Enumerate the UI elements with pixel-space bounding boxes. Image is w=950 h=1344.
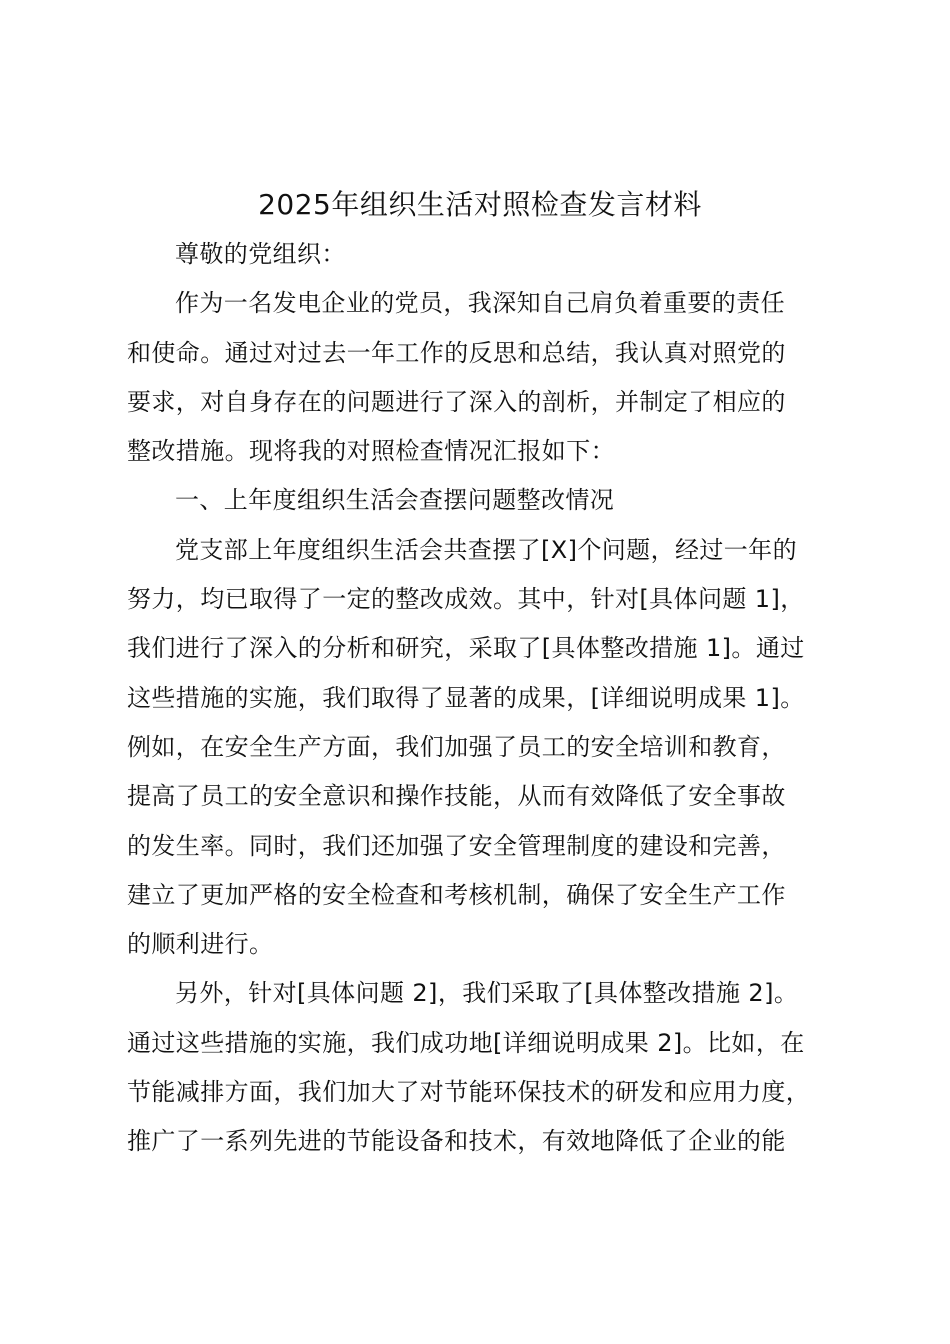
paragraph-line: 和使命。通过对过去一年工作的反思和总结，我认真对照党的 <box>127 338 786 367</box>
paragraph-line: 要求，对自身存在的问题进行了深入的剖析，并制定了相应的 <box>127 387 786 416</box>
salutation: 尊敬的党组织： <box>175 240 346 268</box>
paragraph-line: 另外，针对[具体问题 2]，我们采取了[具体整改措施 2]。 <box>175 979 799 1008</box>
rectification-paragraph-1 <box>127 526 833 970</box>
paragraph-line: 建立了更加严格的安全检查和考核机制，确保了安全生产工作 <box>127 880 786 909</box>
paragraph-line: 这些措施的实施，我们取得了显著的成果，[详细说明成果 1]。 <box>127 683 805 712</box>
document-body <box>127 180 833 1167</box>
paragraph-line: 推广了一系列先进的节能设备和技术，有效地降低了企业的能 <box>127 1127 786 1156</box>
paragraph-line: 通过这些措施的实施，我们成功地[详细说明成果 2]。比如，在 <box>127 1028 805 1057</box>
paragraph-line: 作为一名发电企业的党员，我深知自己肩负着重要的责任 <box>175 289 785 318</box>
paragraph-line: 整改措施。现将我的对照检查情况汇报如下： <box>127 437 615 466</box>
paragraph-line: 努力，均已取得了一定的整改成效。其中，针对[具体问题 1]， <box>127 585 805 614</box>
paragraph-line: 的发生率。同时，我们还加强了安全管理制度的建设和完善， <box>127 831 786 860</box>
document-title: 2025年组织生活对照检查发言材料 <box>258 188 702 221</box>
paragraph-line: 提高了员工的安全意识和操作技能，从而有效降低了安全事故 <box>127 782 786 811</box>
rectification-paragraph-2 <box>127 969 833 1166</box>
paragraph-line: 例如，在安全生产方面，我们加强了员工的安全培训和教育， <box>127 732 786 761</box>
paragraph-line: 党支部上年度组织生活会共查摆了[X]个问题，经过一年的 <box>175 535 797 564</box>
paragraph-line: 节能减排方面，我们加大了对节能环保技术的研发和应用力度， <box>127 1078 811 1107</box>
paragraph-line: 的顺利进行。 <box>127 930 274 959</box>
paragraph-line: 我们进行了深入的分析和研究，采取了[具体整改措施 1]。通过 <box>127 634 805 663</box>
section-heading: 一、上年度组织生活会查摆问题整改情况 <box>175 486 615 515</box>
intro-paragraph <box>127 279 833 476</box>
